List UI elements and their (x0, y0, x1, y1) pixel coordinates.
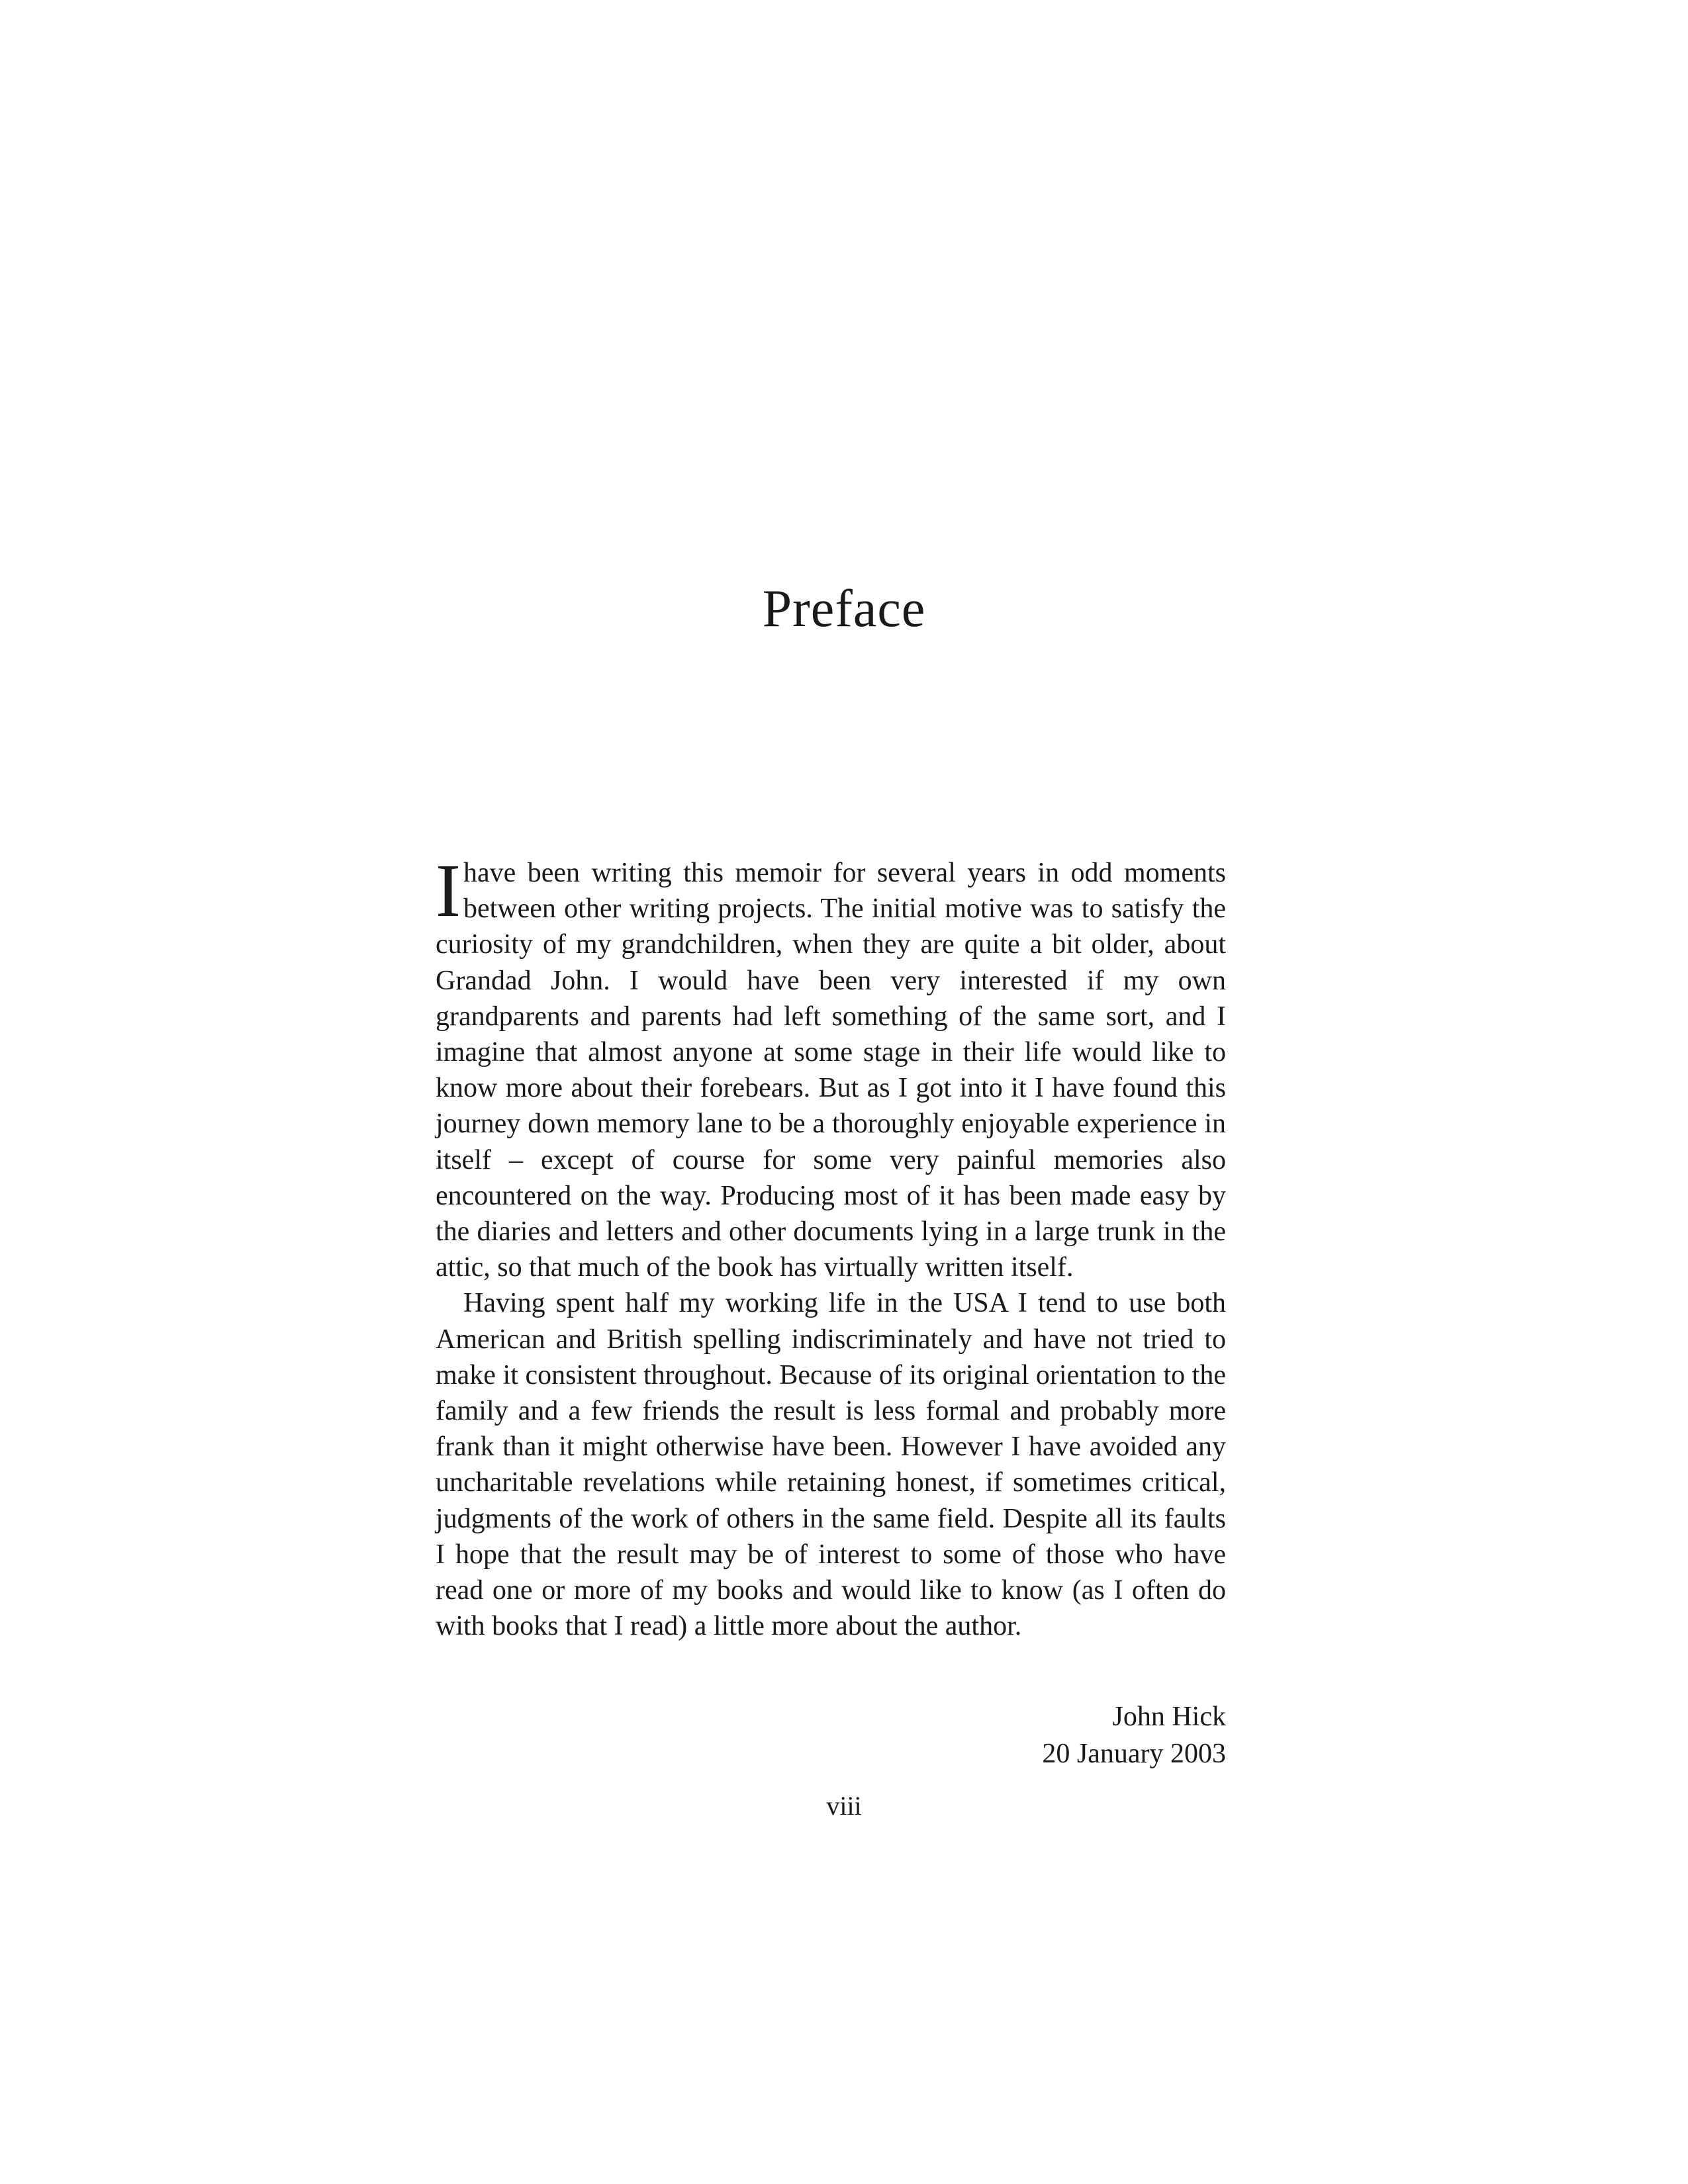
signature-date: 20 January 2003 (1042, 1739, 1226, 1769)
paragraph-2: Having spent half my working life in the USA I tend to use both American and British spelling indiscriminately and have not tried to make it consistent throughout. Because of its original orientation to the family and a few friends the result is less formal and probably more frank than it might otherwise have been. However I have avoided any uncharitable revelations while retaining honest, if sometimes critical, judgments of the work of others in the same field. Despite all its faults I hope that the result may be of interest to some of those who have read one or more of my books and would like to know (as I often do with books that I read) a little more about the author. (436, 1288, 1226, 1642)
drop-cap: I (436, 848, 461, 933)
paragraph-1-text: have been writing this memoir for several years in odd moments between other writing projects. The initial motive was to satisfy the curiosity of my grandchildren, when they are quite a bit older, about Grandad John. I would have been very interested if my own grandparents and parents had left something of the same sort, and I imagine that almost anyone at some stage in their life would like to know more about their forebears. But as I got into it I have found this journey down memory lane to be a thoroughly enjoyable experience in itself – except of course for some very painful memories also encountered on the way. Producing most of it has been made easy by the diaries and letters and other documents lying in a large trunk in the attic, so that much of the book has virtually written itself. (436, 858, 1226, 1283)
preface-body (436, 848, 1226, 1644)
signature-block (1042, 1698, 1226, 1772)
page-number: viii (826, 1791, 862, 1821)
page-title: Preface (762, 580, 926, 638)
author-name: John Hick (1112, 1702, 1226, 1732)
paragraph-1 (436, 848, 1226, 1285)
